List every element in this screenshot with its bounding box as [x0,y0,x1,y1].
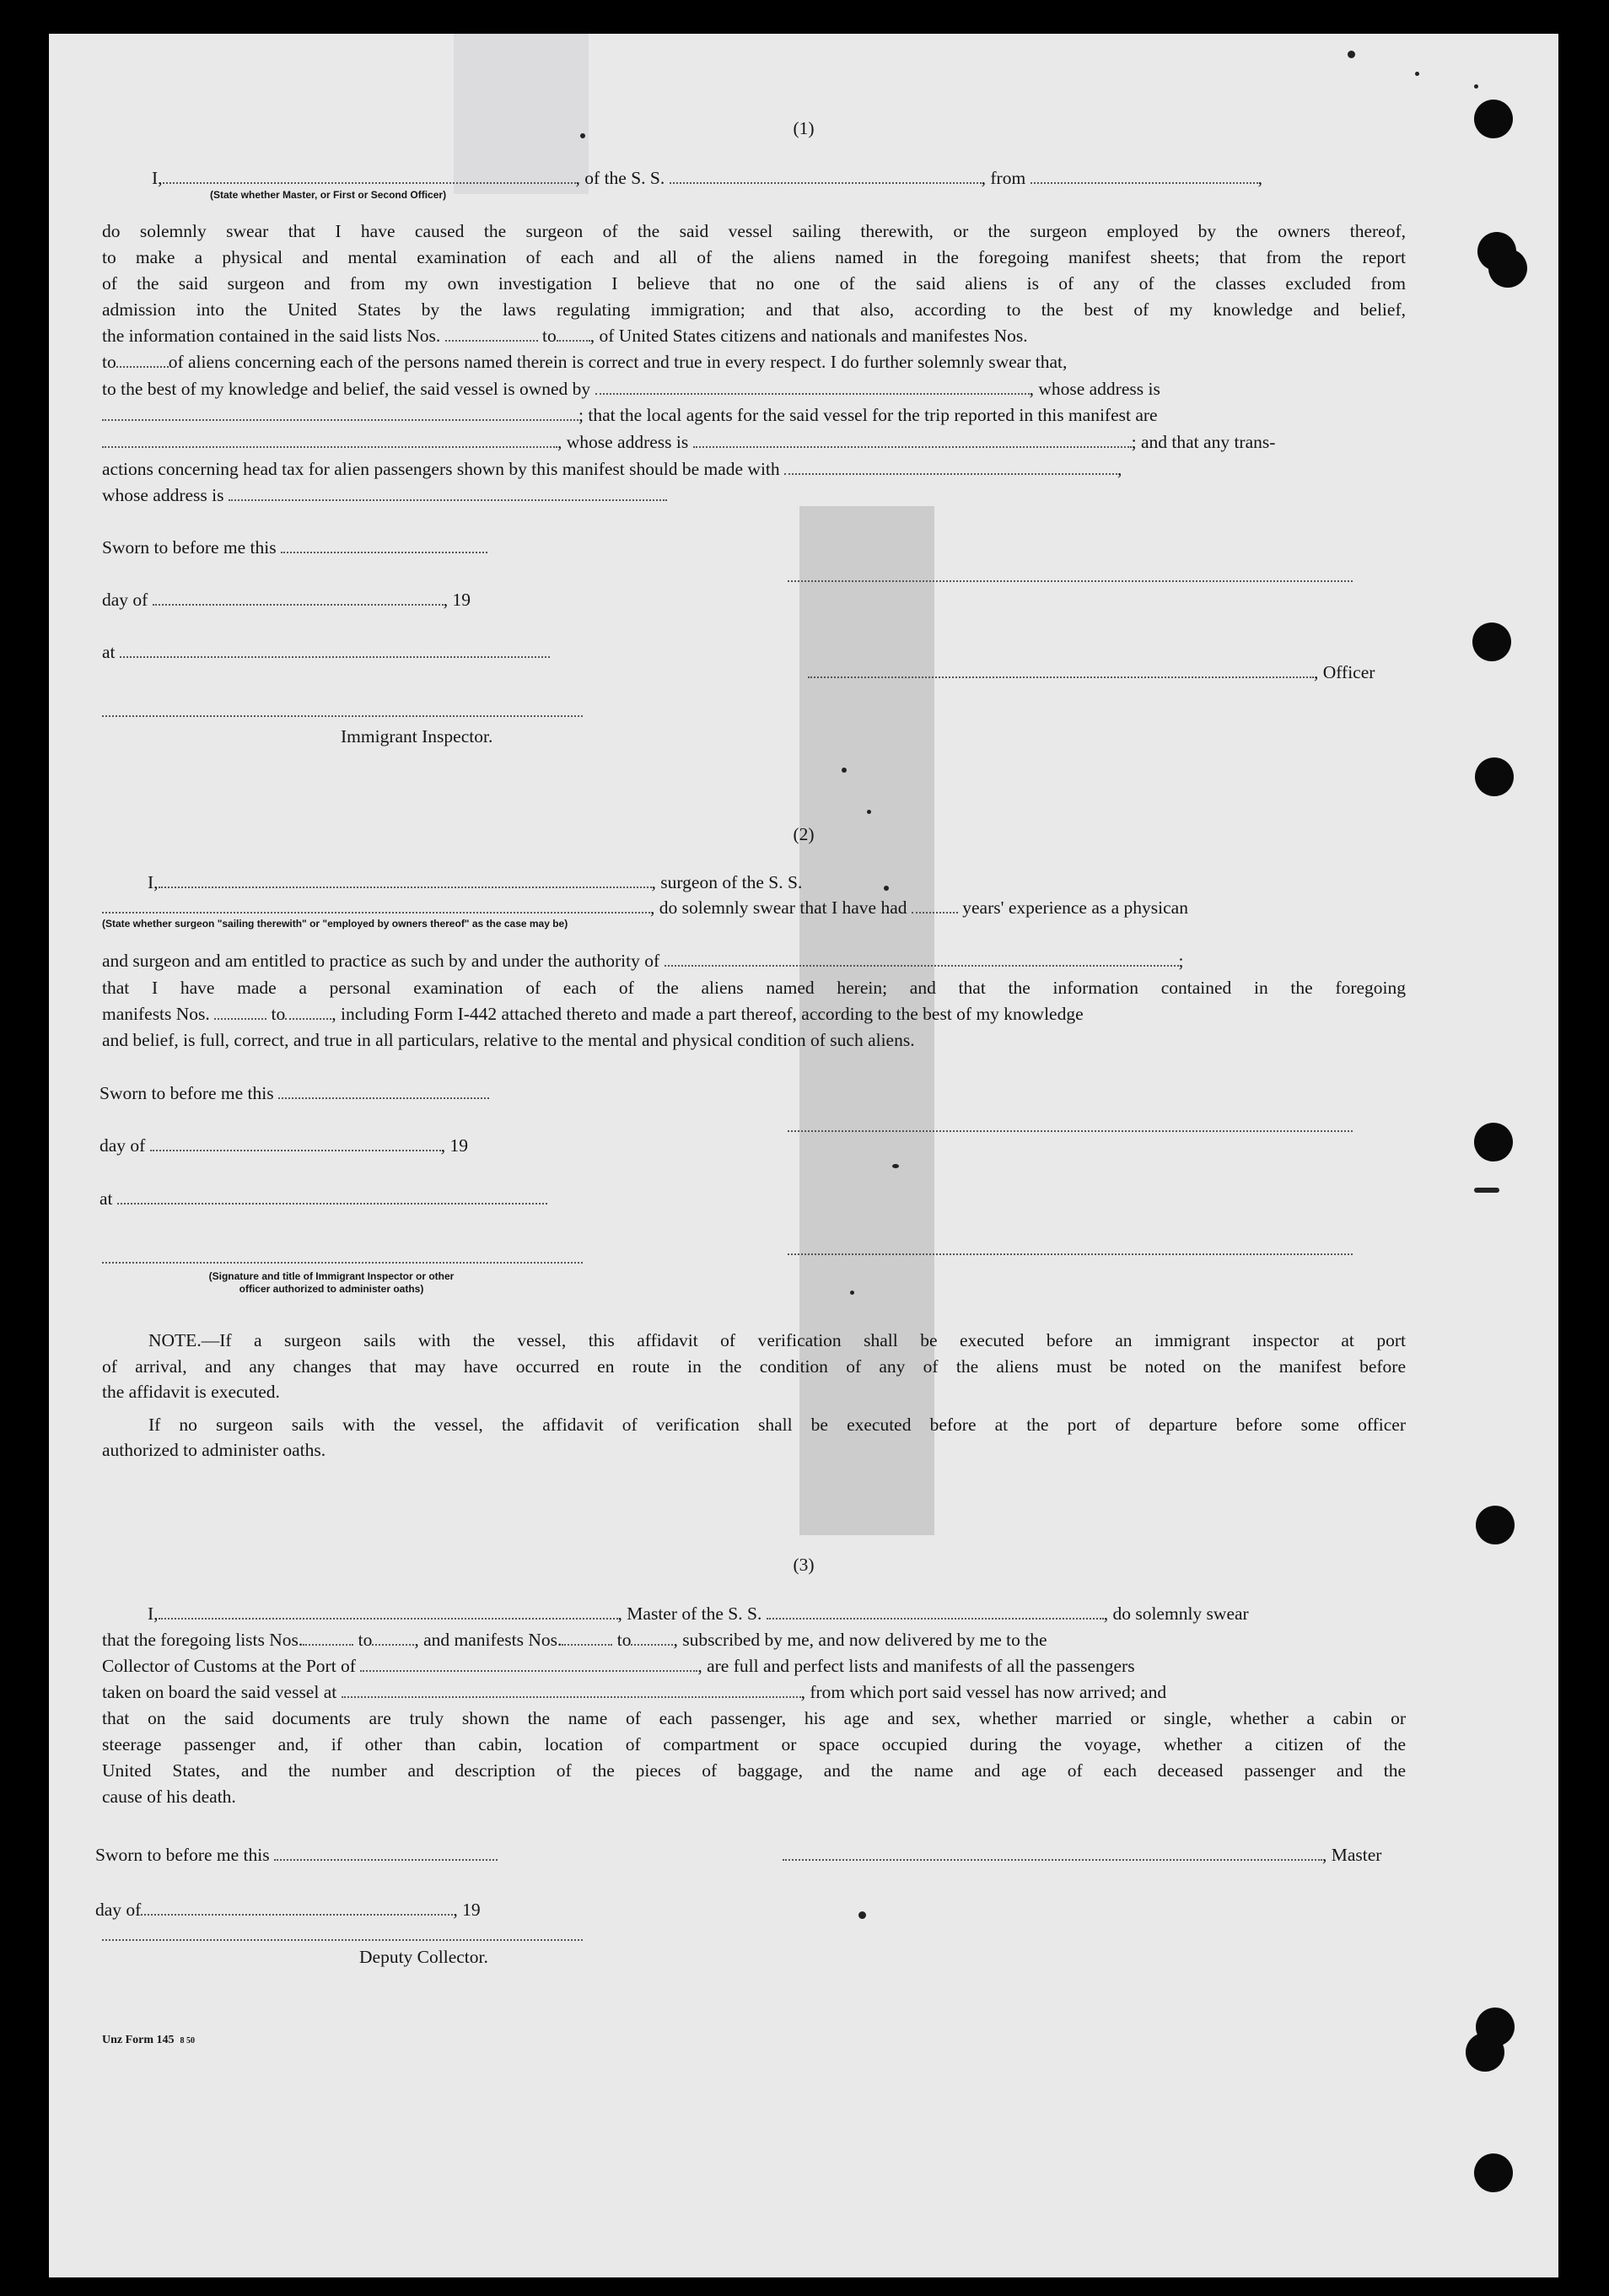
vessel-field[interactable] [670,167,982,184]
ink-speck [1474,1188,1499,1193]
section-1-body-line: do solemnly swear that I have caused the surgeon of the said vessel sailing therewith, or the surgeon employed by the owners thereof, [102,221,1406,241]
sworn-date-field-3[interactable] [274,1844,498,1861]
note-paragraph-line: the affidavit is executed. [102,1382,280,1402]
to-line: to of aliens concerning each of the persons named therein is correct and true in every respect. I do further solemnly swear that, [102,352,1068,372]
whose-address-line: whose address is [102,482,1030,509]
binding-hole [1474,2153,1513,2192]
note-paragraph-line: NOTE.—If a surgeon sails with the vessel, this affidavit of verification shall be executed before an immigrant inspector at port [148,1330,1406,1350]
section-3-line-2: that the foregoing lists Nos. to , and manifests Nos. to , subscribed by me, and now delivered by me to the [102,1630,1047,1650]
collector-signature-line[interactable] [102,1939,583,1941]
immigrant-inspector-label: Immigrant Inspector. [341,726,493,746]
binding-hole [1474,100,1513,138]
place-field-2[interactable] [117,1188,547,1205]
agents-address-field[interactable] [693,431,1132,448]
surgeon-title-line[interactable] [788,1253,1353,1255]
ink-speck [580,133,585,138]
day-line-1: day of , 19 [102,590,471,610]
affidavit-form-page [49,34,1558,2277]
master-signature-line: , Master [783,1842,1407,1869]
ink-speck [867,810,871,814]
manifests-from-field[interactable] [214,1003,266,1020]
lists-to-field[interactable] [557,325,590,342]
at-line-1: at [102,639,608,666]
boarding-port-field[interactable] [342,1681,801,1698]
years-field[interactable] [912,897,958,914]
sworn-line-2: Sworn to before me this [100,1081,605,1108]
sworn-line-1: Sworn to before me this [102,535,608,562]
head-tax-line: actions concerning head tax for alien passengers shown by this manifest should be made with , [102,459,1122,479]
master-signature-field[interactable] [783,1844,1322,1861]
surgeon-name-field[interactable] [159,871,652,888]
officer-signature-line: , Officer [808,660,1407,687]
day-line-2: day of , 19 [100,1135,468,1156]
owner-address-field[interactable] [102,404,578,421]
section-1-body-line: admission into the United States by the laws regulating immigration; and that also, according to the best of my knowledge and belief, [102,299,1406,320]
section-2-body-line: that I have made a personal examination of each of the aliens named herein; and that the information contained in the foregoing [102,978,1406,998]
note-paragraph-line: authorized to administer oaths. [102,1440,326,1460]
head-tax-contact-field[interactable] [784,458,1117,475]
from-label: , from [981,168,1026,188]
manifests-line: manifests Nos. to , including Form I-442 attached thereto and made a part thereof, according to the best of my knowledge [102,1004,1084,1024]
owner-field[interactable] [595,378,1030,395]
binding-hole [1472,623,1511,661]
manifests-to-field-2[interactable] [285,1003,331,1020]
ink-speck [1474,84,1478,89]
agents-address-line: , whose address is ; and that any trans- [102,429,1409,456]
lists-line: the information contained in the said lists Nos. to , of United States citizens and nationals and manifestes Nos. [102,326,1028,346]
inspector-signature-line-2[interactable] [102,1262,583,1264]
signature-caption: (Signature and title of Immigrant Inspector or other officer authorized to administer oaths) [208,1270,455,1295]
authority-field[interactable] [665,950,1179,967]
sworn-line-3: Sworn to before me this [95,1842,601,1869]
ink-speck [884,886,889,891]
ink-speck [858,1911,866,1919]
of-ss-label: , of the S. S. [575,168,665,188]
section-3-line-4: taken on board the said vessel at , from which port said vessel has now arrived; and [102,1682,1167,1702]
day-month-field-3[interactable] [141,1899,453,1916]
section-2-body-line: and belief, is full, correct, and true in all particulars, relative to the mental and physical condition of such aliens. [102,1030,915,1050]
officer-signature-field[interactable] [808,661,1314,678]
owned-line: to the best of my knowledge and belief, the said vessel is owned by , whose address is [102,379,1160,399]
agents-line: ; that the local agents for the said vessel for the trip reported in this manifest are [102,402,1409,429]
section-1-body-line: of the said surgeon and from my own investigation I believe that no one of the said aliens is of any of the classes excluded from [102,273,1406,294]
section-1-number: (1) [793,118,815,138]
section-3-body-line: steerage passenger and, if other than cabin, location of compartment or space occupied during the voyage, whether a citizen of the [102,1734,1406,1754]
head-tax-address-field[interactable] [229,484,667,501]
officer-field[interactable] [163,167,576,184]
manifests-to-field[interactable] [116,351,169,368]
ink-speck [1415,72,1419,76]
inspector-signature-line[interactable] [102,715,583,717]
manifests-from-field-3[interactable] [562,1629,612,1646]
agents-field[interactable] [102,431,557,448]
surgeon-signature-line[interactable] [788,1130,1353,1132]
sworn-date-field-2[interactable] [278,1082,489,1099]
section-1-line-1: I, , of the S. S. , from , [152,168,1262,188]
note-paragraph-line: If no surgeon sails with the vessel, the affidavit of verification shall be executed before at the port of departure before some officer [148,1415,1406,1435]
section-2-number: (2) [793,824,815,844]
binding-hole [1474,1123,1513,1161]
binding-hole [1475,757,1514,796]
surgeon-caption: (State whether surgeon "sailing therewith" or "employed by owners thereof" as the case may be) [102,918,568,930]
manifests-to-field-3[interactable] [631,1629,673,1646]
section-3-body-line: that on the said documents are truly shown the name of each passenger, his age and sex, whether married or single, whether a cabin or [102,1708,1406,1728]
section-3-body-line: cause of his death. [102,1787,236,1807]
section-3-line-3: Collector of Customs at the Port of , are full and perfect lists and manifests of all the passengers [102,1656,1135,1676]
section-3-line-1: I, , Master of the S. S. , do solemnly swear [148,1603,1249,1624]
lists-from-field[interactable] [445,325,538,342]
section-2-line-2: , do solemnly swear that I have had years' experience as a physican [102,895,1409,922]
day-month-field-2[interactable] [150,1135,441,1151]
lists-to-field-3[interactable] [372,1629,414,1646]
port-from-field[interactable] [1031,167,1258,184]
binding-hole [1476,1506,1515,1544]
section-2-line-1: I, , surgeon of the S. S. [148,872,803,892]
note-paragraph-line: of arrival, and any changes that may have occurred en route in the condition of any of the aliens must be noted on the manifest before [102,1356,1406,1377]
day-line-3: day of , 19 [95,1900,481,1920]
ink-speck [1348,51,1355,58]
lists-from-field-3[interactable] [303,1629,353,1646]
ink-speck [842,768,847,773]
ink-speck [850,1291,854,1295]
form-number: Unz Form 145 8 50 [102,2034,196,2046]
ink-speck [892,1164,899,1168]
vessel-field-3[interactable] [767,1603,1104,1620]
binding-hole [1488,249,1527,288]
binding-hole [1466,2033,1504,2072]
sworn-date-field[interactable] [281,536,487,553]
i-label: I, [152,168,163,188]
officer-caption: (State whether Master, or First or Second Officer) [210,189,447,201]
section-3-body-line: United States, and the number and description of the pieces of baggage, and the name and age of each deceased passenger and the [102,1760,1406,1781]
section-3-number: (3) [793,1555,815,1575]
place-field[interactable] [120,641,550,658]
vessel-field-2[interactable] [102,897,650,914]
signature-line-1[interactable] [788,580,1353,582]
authority-line: and surgeon and am entitled to practice as such by and under the authority of ; [102,951,1184,971]
section-1-body-line: to make a physical and mental examination of each and all of the aliens named in the foregoing manifest sheets; that from the report [102,247,1406,267]
customs-port-field[interactable] [360,1655,697,1672]
at-line-2: at [100,1186,605,1213]
day-month-field[interactable] [153,589,444,606]
master-name-field[interactable] [159,1603,618,1620]
deputy-collector-label: Deputy Collector. [359,1947,488,1967]
